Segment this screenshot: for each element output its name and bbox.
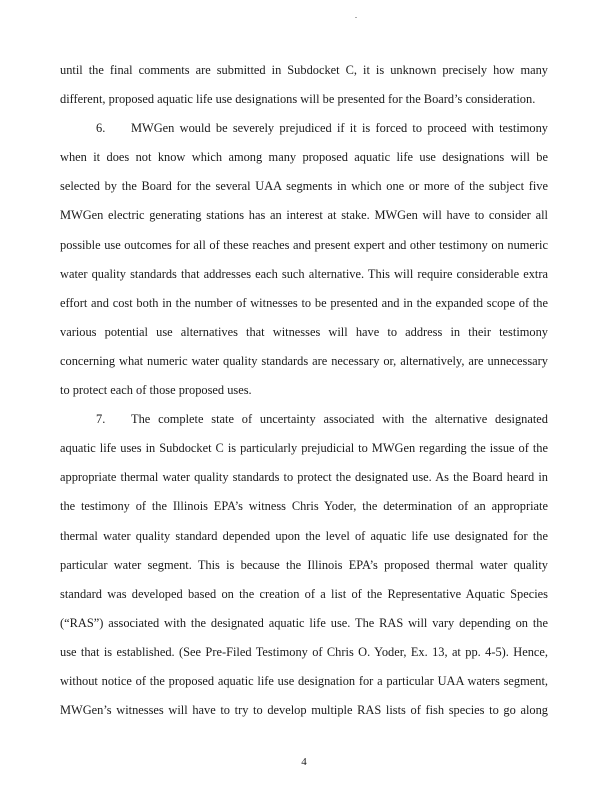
text-line-first bbox=[60, 114, 548, 143]
text-line: without notice of the proposed aquatic life use designation for a particular UAA waters segment, bbox=[60, 673, 548, 688]
text-line: MWGen would be severely prejudiced if it is forced to proceed with testimony bbox=[131, 121, 548, 136]
text-line: to protect each of those proposed uses. bbox=[60, 383, 252, 398]
text-line: until the final comments are submitted in Subdocket C, it is unknown precisely how many bbox=[60, 63, 548, 77]
text-line: different, proposed aquatic life use designations will be presented for the Board’s consideration. bbox=[60, 92, 536, 107]
text-line: effort and cost both in the number of witnesses to be presented and in the expanded scope of the bbox=[60, 295, 548, 310]
text-line: possible use outcomes for all of these reaches and present expert and other testimony on numeric bbox=[60, 237, 548, 252]
page-number: 4 bbox=[301, 756, 307, 768]
text-line: water quality standards that addresses each such alternative. This will require considerable extra bbox=[60, 266, 548, 281]
document-body bbox=[60, 56, 548, 725]
text-line: standard was developed based on the creation of a list of the Representative Aquatic Species bbox=[60, 586, 548, 601]
paragraph-7 bbox=[60, 405, 548, 725]
text-line: appropriate thermal water quality standards to protect the designated use. As the Board heard in bbox=[60, 470, 548, 485]
text-line: particular water segment. This is because the Illinois EPA’s proposed thermal water quality bbox=[60, 557, 548, 572]
text-line: aquatic life uses in Subdocket C is particularly prejudicial to MWGen regarding the issue of the bbox=[60, 441, 548, 456]
top-mark: . bbox=[355, 11, 357, 20]
paragraph-6 bbox=[60, 114, 548, 405]
text-line: The complete state of uncertainty associated with the alternative designated bbox=[131, 412, 548, 427]
text-line: thermal water quality standard depended upon the level of aquatic life use designated for the bbox=[60, 528, 548, 543]
text-line: when it does not know which among many proposed aquatic life use designations will be bbox=[60, 150, 548, 165]
text-line: concerning what numeric water quality standards are necessary or, alternatively, are unnecessary bbox=[60, 353, 548, 368]
paragraph-number: 7. bbox=[96, 412, 106, 427]
text-line: various potential use alternatives that witnesses will have to address in their testimony bbox=[60, 324, 548, 339]
text-line: use that is established. (See Pre-Filed Testimony of Chris O. Yoder, Ex. 13, at pp. 4-5). Hence, bbox=[60, 644, 548, 659]
text-line: selected by the Board for the several UAA segments in which one or more of the subject five bbox=[60, 179, 548, 194]
text-line: the testimony of the Illinois EPA’s witness Chris Yoder, the determination of an appropriate bbox=[60, 499, 548, 514]
text-line-first bbox=[60, 405, 548, 434]
text-line: (“RAS”) associated with the designated aquatic life use. The RAS will vary depending on the bbox=[60, 615, 548, 630]
paragraph-continuation bbox=[60, 56, 548, 114]
paragraph-number: 6. bbox=[96, 121, 106, 136]
text-line: MWGen electric generating stations has an interest at stake. MWGen will have to consider all bbox=[60, 208, 548, 223]
text-line: MWGen’s witnesses will have to try to develop multiple RAS lists of fish species to go along bbox=[60, 703, 548, 718]
